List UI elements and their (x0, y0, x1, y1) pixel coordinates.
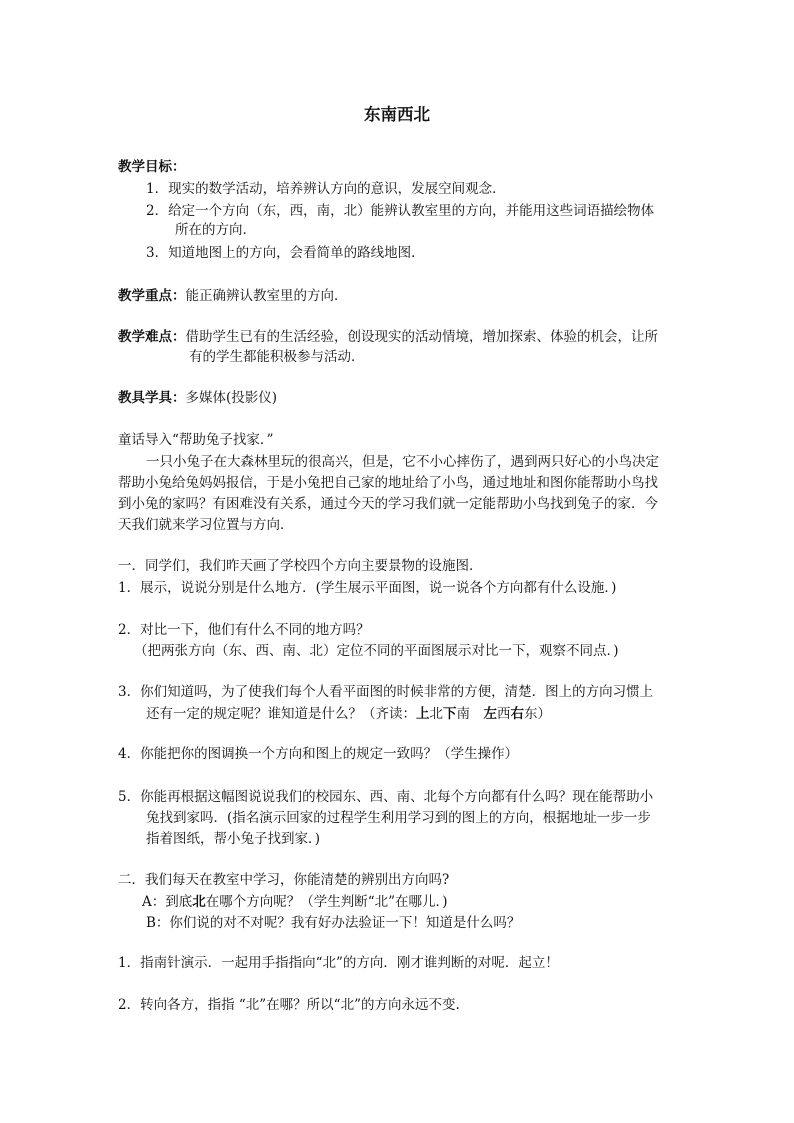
intro-heading: 童话导入“帮助兔子找家．” (118, 432, 274, 448)
difficulty-label: 教学难点： (118, 329, 186, 345)
part1-step3: 3．你们知道吗，为了使我们每个人看平面图的时候非常的方便，清楚．图上的方向习惯上 (118, 684, 654, 700)
part1-step4: 4．你能把你的图调换一个方向和图上的规定一致吗？（学生操作） (118, 746, 519, 762)
intro-paragraph-line: 帮助小兔给兔妈妈报信，于是小兔把自己家的地址给了小鸟，通过地址和图你能帮助小鸟找 (118, 475, 658, 491)
part2-step1: 1．指南针演示．一起用手指指向“北”的方向．刚才谁判断的对呢．起立！ (118, 955, 559, 971)
key-point-text: 能正确辨认教室里的方向． (185, 288, 348, 304)
part1-step2: 2．对比一下，他们有什么不同的地方吗？ (118, 622, 370, 638)
difficulty-continuation: 有的学生都能积极参与活动． (189, 349, 365, 365)
part2-heading: 二．我们每天在教室中学习，你能清楚的辨别出方向吗? (118, 872, 450, 888)
objective-item: 2．给定一个方向（东，西，南，北）能辨认教室里的方向，并能用这些词语描绘物体 (146, 203, 655, 219)
tools (118, 389, 277, 407)
part1-step5-continuation: 指着图纸，帮小兔子找到家．) (146, 831, 321, 847)
difficulty-text: 借助学生已有的生活经验，创设现实的活动情境，增加探索、体验的机会，让所 (185, 329, 658, 345)
part1-step3-continuation: 还有一定的规定呢？谁知道是什么？（齐读：上北下南 左西右东） (146, 706, 551, 722)
part1-step5: 5．你能再根据这幅图说说我们的校园东、西、南、北每个方向都有什么吗？现在能帮助小 (118, 789, 654, 805)
page-title: 东南西北 (364, 105, 430, 124)
objectives-heading: 教学目标： (118, 159, 186, 175)
intro-paragraph-line: 到小兔的家吗？有困难没有关系，通过今天的学习我们就一定能帮助小鸟找到兔子的家．今 (118, 496, 658, 512)
key-point (118, 287, 348, 305)
tools-text: 多媒体(投影仪) (185, 390, 278, 406)
part2-question-b: B：你们说的对不对呢？我有好办法验证一下！知道是什么吗？ (146, 915, 521, 931)
intro-paragraph-line: 一只小兔子在大森林里玩的很高兴，但是，它不小心摔伤了，遇到两只好心的小鸟决定 (146, 454, 659, 470)
difficulty (118, 328, 658, 346)
part2-step2: 2．转向各方，指指 “北”在哪？所以“北”的方向永远不变. (118, 997, 460, 1013)
objective-item: 1．现实的数学活动，培养辨认方向的意识，发展空间观念． (146, 181, 506, 197)
objective-item: 3．知道地图上的方向，会看简单的路线地图． (146, 245, 425, 261)
part1-step1: 1．展示，说说分别是什么地方．(学生展示平面图，说一说各个方向都有什么设施．) (118, 580, 617, 596)
tools-label: 教具学具： (118, 390, 186, 406)
key-point-label: 教学重点： (118, 288, 186, 304)
intro-paragraph-line: 天我们就来学习位置与方向． (118, 517, 294, 533)
part2-question-a: A：到底北在哪个方向呢？（学生判断“北”在哪儿．) (142, 894, 448, 910)
objective-item-continuation: 所在的方向． (175, 222, 256, 238)
part1-heading: 一．同学们，我们昨天画了学校四个方向主要景物的设施图． (118, 558, 483, 574)
part1-step5-continuation: 兔找到家吗．(指名演示回家的过程学生利用学习到的图上的方向，根据地址一步一步 (146, 810, 651, 826)
part1-step2-note: （把两张方向（东、西、南、北）定位不同的平面图展示对比一下，观察不同点．) (134, 643, 619, 659)
